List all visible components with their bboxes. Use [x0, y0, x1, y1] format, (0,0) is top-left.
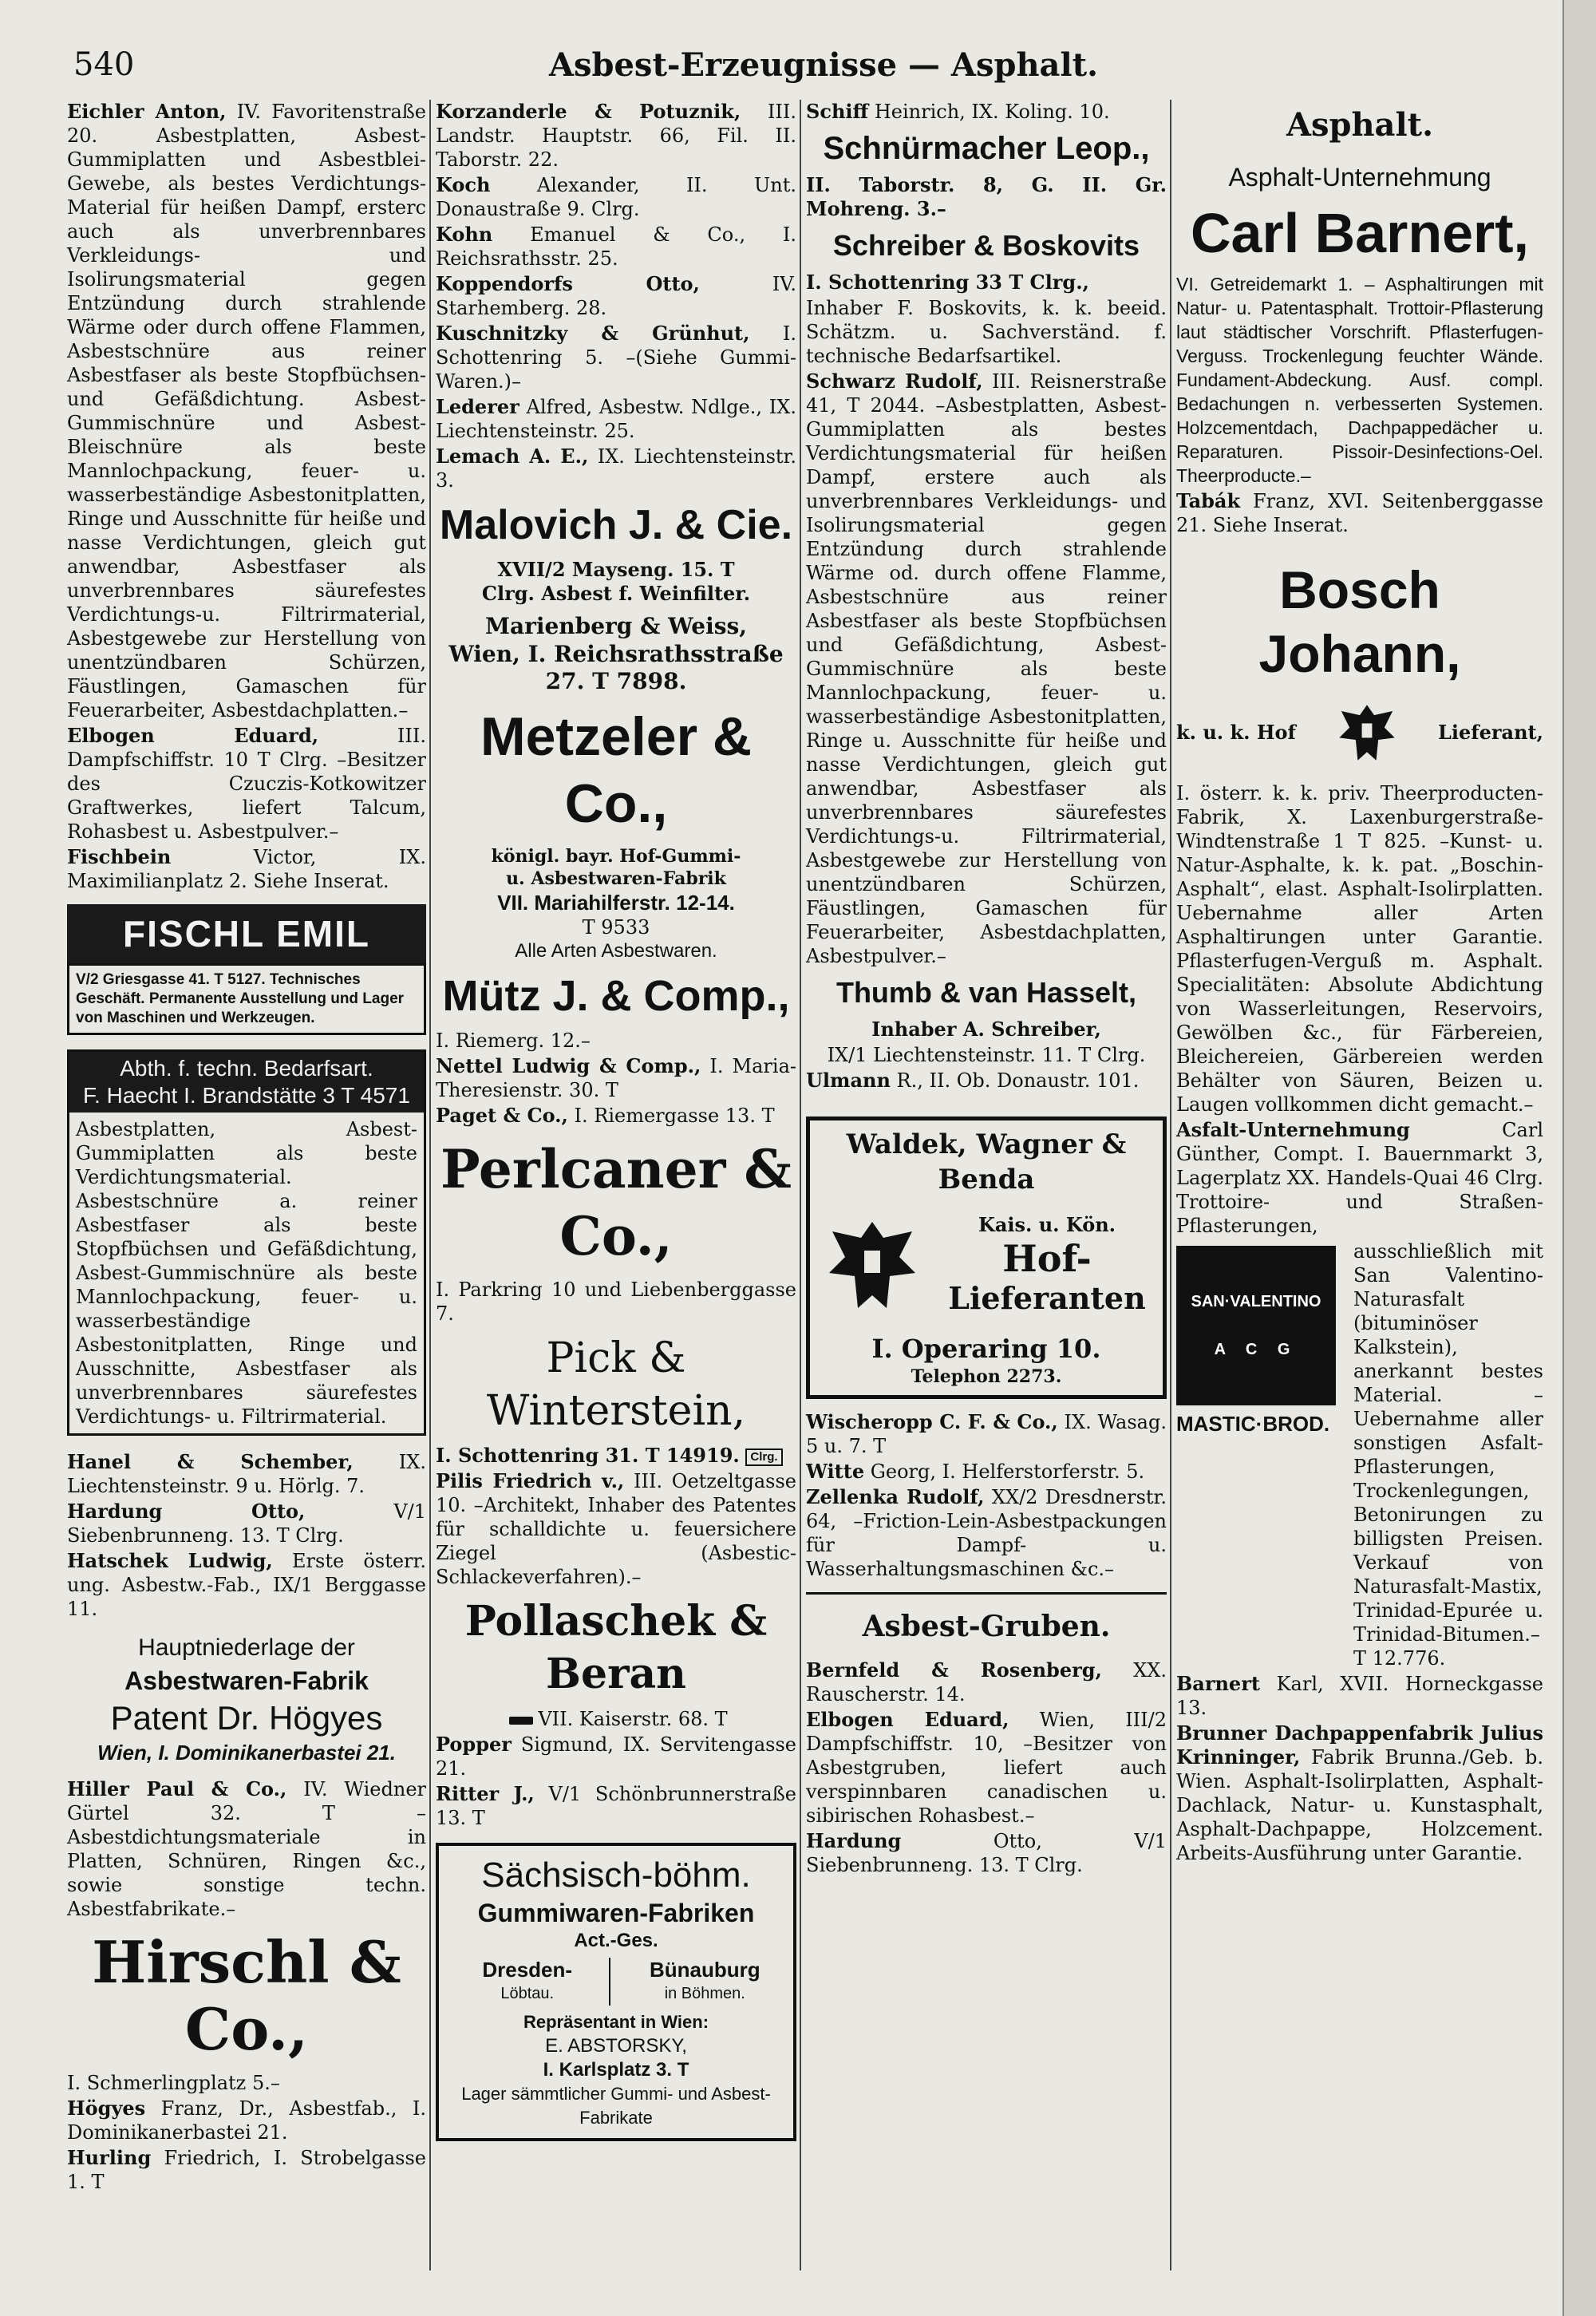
listing-name: Kohn: [436, 223, 493, 246]
listing-entry: [67, 2097, 426, 2144]
listing-text: Victor, IX. Maximilianplatz 2. Siehe Inserat.: [67, 846, 426, 892]
metzeler-name: Metzeler & Co.,: [480, 706, 753, 834]
listing-name: Schwarz Rudolf,: [806, 370, 983, 393]
listing-entry: [67, 100, 426, 722]
listing-name: Hanel & Schember,: [67, 1450, 354, 1473]
listing-name: Koch: [436, 173, 491, 196]
listing-entry: [806, 1829, 1167, 1877]
column-divider: [1170, 100, 1171, 2271]
listing-text: Alfred, Asbestw. Ndlge., IX. Liechtensteinstr. 25.: [436, 396, 796, 442]
pollaschek-name: Pollaschek & Beran: [464, 1597, 768, 1698]
hoegyes-line1: Hauptniederlage der: [138, 1634, 355, 1661]
listing-text: Erste österr. ung. Asbestw.-Fab., IX/1 Berggasse 11.: [67, 1550, 426, 1620]
listing-name: Lederer: [436, 395, 519, 418]
saechsisch-line7: Lager sämmtlicher Gummi- und Asbest-Fabrikate: [461, 2084, 771, 2128]
barnert-line1: Asphalt-Unternehmung: [1228, 163, 1491, 192]
waldek-line1: Kais. u. Kön.: [978, 1213, 1116, 1236]
listing-name: Elbogen Eduard,: [67, 724, 319, 747]
listing-entry: [1176, 489, 1543, 537]
listing-text: I. Maria-Theresienstr. 30. T: [436, 1055, 796, 1101]
listing-text: IV. Wiedner Gürtel 32. T –Asbestdichtungsmateriale in Platten, Schnüren, Ringen &c., sowie sonstige techn. Asbestfabrikate.–: [67, 1778, 426, 1920]
listing-entry: [67, 2146, 426, 2194]
listing-name: Tabák: [1176, 489, 1241, 512]
fischl-text: V/2 Griesgasse 41. T 5127. Technisches Geschäft. Permanente Ausstellung und Lager von Maschinen und Werkzeugen.: [67, 963, 426, 1035]
haecht-line1: Abth. f. techn. Bedarfsart.: [120, 1056, 373, 1081]
metzeler-line3: VII. Mariahilferstr. 12-14.: [497, 891, 735, 915]
sanvalentino-text: ausschließlich mit San Valentino-Naturasfalt (bituminöser Kalkstein), anerkannt bestes Material. – Uebernahme aller sonstigen Asfalt-Pflasterungen, Trockenlegungen, Betonirungen zu billigsten Preisen. Verkauf von Naturasfalt-Mastix, Trinidad-Epurée u. Trinidad-Bitumen.– T 12.776.: [1353, 1240, 1543, 1670]
listing-text: V/1 Siebenbrunneng. 13. T Clrg.: [67, 1500, 426, 1547]
muetz-line1: I. Riemerg. 12.–: [436, 1030, 591, 1052]
listing-name: Asfalt-Unternehmung: [1176, 1118, 1410, 1141]
section-rule: [806, 1592, 1167, 1595]
barnert-line2: VI. Getreidemarkt 1. – Asphaltirungen mit Natur- u. Patentasphalt. Trottoir-Pflasterung laut städtischer Vorschrift. Pflasterfugen-Verguss. Trockenlegung feuchter Wände. Fundament-Abdeckung. Ausf. compl. Bedachungen n. verbesserten Systemen. Holzcementdach, Dachpappedächer u. Reparaturen. Pissoir-Desinfections-Oel. Theerproducte.–: [1176, 274, 1543, 486]
listing-text: Georg, I. Helferstorferstr. 5.: [870, 1460, 1145, 1483]
listing-text: I. Schottenring 5. –(Siehe Gummi-Waren.)–: [436, 322, 796, 393]
saechsisch-left1: Dresden-: [482, 1958, 573, 1982]
schreiber-line1: I. Schottenring 33 T Clrg.,: [806, 271, 1089, 294]
listing-text: III. Reisnerstraße 41, T 2044. –Asbestplatten, Asbest-Gummiplatten als bestes Verdichtungsmaterial für heißen Dampf, erstere auch als unverbrennbares Verkleidungs- und Isolirungsmaterial gegen Entzündung durch strahlende Wärme od. durch offene Flamme, Asbestschnüre aus reiner Asbestfaser als beste Stopfbüchsen und Gefäßdichtung, Asbest-Gummischnüre als beste Mannlochpackung, feuer- u. wasserbeständige Asbestonitplatten, Ringe u. Ausschnitte für heiße und nasse Verdichtungen, gleich gut anwendbar, Asbestfaser als unverbrennbares säurefestes Verdichtungs-u. Filtrirmaterial, Asbestgewebe zur Herstellung von unentzündbaren Schürzen, Fäustlingen, Gamaschen für Feuerarbeiter, Asbestdachplatten, Asbestpulver.–: [806, 370, 1167, 967]
pick-line1: I. Schottenring 31. T 14919.: [436, 1444, 740, 1467]
listing-name: Brunner Dachpappenfabrik Julius Krinninger,: [1176, 1721, 1543, 1769]
listing-entry: [436, 100, 796, 172]
malovich-line1: XVII/2 Mayseng. 15. T: [497, 558, 735, 581]
listing-text: Karl, XVII. Horneckgasse 13.: [1176, 1673, 1543, 1719]
listing-text: R., II. Ob. Donaustr. 101.: [896, 1069, 1140, 1092]
hirschl-name: Hirschl & Co.,: [92, 1928, 401, 2063]
mastic-label: MASTIC·BROD.: [1176, 1412, 1330, 1436]
hoegyes-line2: Asbestwaren-Fabrik: [124, 1666, 369, 1695]
listing-text: Franz, Dr., Asbestfab., I. Dominikanerbastei 21.: [67, 2097, 426, 2144]
listing-text: IX. Liechtensteinstr. 9 u. Hörlg. 7.: [67, 1451, 426, 1497]
listing-name: Barnert: [1176, 1672, 1260, 1695]
listing-name: Schiff: [806, 100, 869, 123]
listing-name: Ulmann: [806, 1069, 891, 1092]
listing-entry: [436, 223, 796, 271]
saechsisch-ad: [436, 1843, 796, 2141]
badge-bottom-text: A C G: [1214, 1341, 1298, 1358]
listing-text: IX. Liechtensteinstr. 3.: [436, 445, 796, 492]
listing-text: IV. Favoritenstraße 20. Asbestplatten, Asbest-Gummiplatten und Asbestblei-Gewebe, als bestes Verdichtungs-Material für heißen Dampf, ersterc auch als unverbrennbares Verkleidungs- und Isolirungsmaterial gegen Entzündung durch strahlende Wärme oder durch offene Flammen, Asbestschnüre aus reiner Asbestfaser als beste Stopfbüchsen- und Gefäßdichtung. Asbest-Gummischnüre und Asbest-Bleischnüre als beste Mannlochpackung, feuer- u. wasserbeständige Asbestonitplatten, Ringe und Ausschnitte für heiße und nasse Verdichtungen, gleich gut anwendbar, Asbestfaser als unverbrennbares säurefestes Verdichtungs-u. Filtrirmaterial, Asbestgewebe zur Herstellung von unentzündbaren Schürzen, Fäustlingen, Gamaschen für Feuerarbeiter, Asbestdachplatten.–: [67, 101, 426, 721]
waldek-line3: Lieferanten: [948, 1280, 1146, 1316]
schnuermacher-line1: II. Taborstr. 8, G. II. Gr. Mohreng. 3.–: [806, 173, 1167, 220]
listing-text: III. Dampfschiffstr. 10 T Clrg. –Besitzer des Czuczis-Kotkowitzer Graftwerkes, liefert Talcum, Rohasbest u. Asbestpulver.–: [67, 725, 426, 843]
page-header: [73, 46, 1574, 86]
listing-entry: [67, 1777, 426, 1921]
listing-name: Elbogen Eduard,: [806, 1708, 1009, 1731]
listing-entry: [806, 1658, 1167, 1706]
imperial-eagle-icon: [1331, 697, 1403, 769]
schreiber-line2: Inhaber F. Boskovits, k. k. beeid. Schätzm. u. Sachverständ. f. technische Bedarfsartikel.: [806, 297, 1167, 367]
listing-entry: [436, 395, 796, 443]
waldek-line2: Hof-: [1002, 1237, 1092, 1280]
listing-text: Alexander, II. Unt. Donaustraße 9. Clrg.: [436, 174, 796, 220]
saechsisch-line6: I. Karlsplatz 3. T: [543, 2059, 689, 2081]
saechsisch-right2: in Böhmen.: [664, 1985, 745, 2002]
listing-name: Nettel Ludwig & Comp.,: [436, 1054, 701, 1077]
malovich-line2: Clrg. Asbest f. Weinfilter.: [481, 582, 751, 605]
listing-entry: [806, 100, 1167, 124]
column-2: [436, 100, 796, 2152]
haecht-ad: [67, 1049, 426, 1436]
perlcaner-line1: I. Parkring 10 und Liebenberggasse 7.: [436, 1279, 796, 1325]
listing-entry: [1176, 1672, 1543, 1720]
listing-entry: [436, 1733, 796, 1780]
listing-entry: [806, 370, 1167, 968]
perlcaner-name: Perlcaner & Co.,: [440, 1138, 792, 1267]
listing-name: Korzanderle & Potuznik,: [436, 100, 741, 123]
listing-text: I. Riemergasse 13. T: [574, 1105, 775, 1127]
page-title: Asbest-Erzeugnisse — Asphalt.: [548, 46, 1099, 84]
imperial-eagle-icon: [816, 1197, 928, 1333]
saechsisch-line5: E. ABSTORSKY,: [545, 2035, 687, 2057]
muetz-name: Mütz J. & Comp.,: [442, 972, 790, 1020]
listing-entry: [67, 1450, 426, 1498]
listing-text: III. Oetzeltgasse 10. –Architekt, Inhaber des Patentes für schalldichte u. feuersichere Ziegel (Asbestic-Schlackeverfahren).–: [436, 1470, 796, 1588]
badge-top-text: SAN·VALENTINO: [1191, 1293, 1321, 1310]
listing-name: Pilis Friedrich v.,: [436, 1469, 625, 1492]
column-3: [806, 100, 1167, 1879]
hoegyes-ad: [67, 1632, 426, 1766]
waldek-name: Waldek, Wagner & Benda: [846, 1128, 1127, 1196]
listing-entry: [436, 445, 796, 492]
listing-entry: [67, 1500, 426, 1547]
thumb-line1: Inhaber A. Schreiber,: [871, 1018, 1101, 1041]
thumb-name: Thumb & van Hasselt,: [836, 976, 1137, 1009]
listing-entry: [806, 1069, 1167, 1093]
column-1: [67, 100, 426, 2195]
waldek-line5: Telephon 2273.: [911, 1366, 1062, 1387]
saechsisch-left2: Löbtau.: [500, 1985, 555, 2002]
listing-entry: [436, 173, 796, 221]
waldek-ad: [806, 1117, 1167, 1399]
fischl-name: FISCHL EMIL: [123, 913, 370, 954]
bosch-line2: Lieferant,: [1438, 721, 1543, 744]
listing-name: Högyes: [67, 2097, 146, 2120]
listing-entry: [806, 1708, 1167, 1828]
listing-text: Fabrik Brunna./Geb. b. Wien. Asphalt-Isolirplatten, Asphalt-Dachlack, Natur- u. Kunstasphalt, Asphalt-Dachpappe, Holzcement. Arbeits-Ausführung unter Garantie.: [1176, 1746, 1543, 1864]
saechsisch-line1: Sächsisch-böhm.: [481, 1856, 751, 1895]
listing-name: Hiller Paul & Co.,: [67, 1777, 287, 1800]
listing-name: Hurling: [67, 2146, 152, 2169]
listing-text: Wien, III/2 Dampfschiffstr. 10, –Besitzer von Asbestgruben, liefert auch verspinnbaren canadischen u. sibirischen Rohasbest.–: [806, 1709, 1167, 1827]
listing-entry: [806, 1460, 1167, 1484]
saechsisch-line4: Repräsentant in Wien:: [523, 2012, 709, 2032]
bosch-text: I. österr. k. k. priv. Theerproducten-Fabrik, X. Laxenburgerstraße-Windtenstraße 1 T 825. –Kunst- u. Natur-Asphalte, k. k. pat. „Boschin-Asphalt“, elast. Asphalt-Isolirplatten. Uebernahme aller Arten Asphaltirungen unter Garantie. Pflasterfugen-Verguß m. Asphalt. Specialitäten: Absolute Abdichtung von Wasserleitungen, Reservoirs, Gewölben &c., für Färbereien, Bleichereien, Gärbereien werden Behälter von Säuren, Beizen u. Laugen vollkommen dicht gemacht.–: [1176, 782, 1543, 1116]
metzeler-line2: u. Asbestwaren-Fabrik: [506, 868, 726, 889]
listing-entry: [436, 322, 796, 393]
thumb-line2: IX/1 Liechtensteinstr. 11. T Clrg.: [827, 1044, 1146, 1066]
listing-entry: [67, 845, 426, 893]
metzeler-line1: königl. bayr. Hof-Gummi-: [491, 846, 741, 867]
listing-entry: [436, 272, 796, 320]
listing-text: Emanuel & Co., I. Reichsrathsstr. 25.: [436, 223, 796, 270]
listing-text: III. Landstr. Hauptstr. 66, Fil. II. Taborstr. 22.: [436, 101, 796, 171]
listing-text: XX. Rauscherstr. 14.: [806, 1659, 1167, 1705]
page-edge: [1562, 0, 1596, 2316]
listing-name: Bernfeld & Rosenberg,: [806, 1658, 1102, 1682]
listing-entry: [806, 1410, 1167, 1458]
haecht-text: Asbestplatten, Asbest-Gummiplatten als beste Verdichtungsmaterial. Asbestschnüre a. reiner Asbestfaser als beste Stopfbüchsen und Gefäßdichtung, Asbest-Gummischnüre als beste Mannlochpackung, feuer- u. wasserbeständige Asbestonitplatten, Ringe und Ausschnitte, Asbestfaser als unverbrennbares säurefestes Verdichtungs- u. Filtrirmaterial.: [76, 1118, 417, 1428]
saechsisch-line2: Gummiwaren-Fabriken: [477, 1899, 755, 1927]
listing-entry: [436, 1782, 796, 1830]
listing-text: Friedrich, I. Strobelgasse 1. T: [67, 2147, 426, 2193]
listing-name: Hatschek Ludwig,: [67, 1549, 273, 1572]
column-4: [1176, 100, 1543, 1867]
hoegyes-line3: Patent Dr. Högyes: [110, 1699, 383, 1737]
bosch-line1: k. u. k. Hof: [1176, 721, 1296, 744]
saechsisch-line3: Act.-Ges.: [574, 1930, 658, 1951]
column-divider: [800, 100, 801, 2271]
listing-entry: [806, 1485, 1167, 1581]
listing-entry: [1176, 1118, 1543, 1238]
pick-tag: Clrg.: [745, 1448, 782, 1466]
schnuermacher-name: Schnürmacher Leop.,: [823, 131, 1150, 166]
waldek-line4: I. Operaring 10.: [871, 1334, 1101, 1364]
listing-name: Popper: [436, 1733, 512, 1756]
listing-name: Witte: [806, 1460, 865, 1483]
listing-entry: [67, 724, 426, 844]
listing-text: Otto, V/1 Siebenbrunneng. 13. T Clrg.: [806, 1830, 1167, 1876]
fischl-ad: [67, 904, 426, 963]
metzeler-line5: Alle Arten Asbestwaren.: [515, 940, 717, 962]
listing-entry: [436, 1104, 796, 1128]
haecht-line2: F. Haecht I. Brandstätte 3 T 4571: [83, 1083, 410, 1108]
listing-entry: [436, 1054, 796, 1102]
marienberg-line1: Wien, I. Reichsrathsstraße 27. T 7898.: [448, 641, 784, 694]
listing-text: IV. Starhemberg. 28.: [436, 273, 796, 319]
schreiber-name: Schreiber & Boskovits: [832, 229, 1140, 262]
listing-name: Hardung Otto,: [67, 1500, 306, 1523]
page-number: 540: [73, 46, 135, 83]
listing-name: Ritter J.,: [436, 1782, 535, 1805]
pollaschek-line1: VII. Kaiserstr. 68. T: [538, 1708, 728, 1730]
listing-name: Hardung: [806, 1829, 902, 1852]
pointing-hand-icon: [509, 1717, 533, 1725]
listing-name: Wischeropp C. F. & Co.,: [806, 1410, 1058, 1433]
listing-text: XX/2 Dresdnerstr. 64, –Friction-Lein-Asbestpackungen für Dampf- u. Wasserhaltungsmaschinen &c.–: [806, 1486, 1167, 1580]
listing-name: Zellenka Rudolf,: [806, 1485, 985, 1508]
listing-entry: [1176, 1721, 1543, 1865]
listing-text: I. Schmerlingplatz 5.–: [67, 2072, 280, 2094]
saechsisch-right1: Bünauburg: [649, 1958, 760, 1982]
barnert-name: Carl Barnert,: [1190, 202, 1530, 264]
listing-entry: [67, 1549, 426, 1621]
listing-entry: [436, 1469, 796, 1589]
san-valentino-badge: [1176, 1246, 1336, 1405]
gruben-title: Asbest-Gruben.: [862, 1610, 1111, 1643]
listing-name: Lemach A. E.,: [436, 445, 589, 468]
listing-name: Kuschnitzky & Grünhut,: [436, 322, 750, 345]
column-divider: [429, 100, 431, 2271]
listing-name: Koppendorfs Otto,: [436, 272, 700, 295]
malovich-name: Malovich J. & Cie.: [439, 502, 793, 548]
listing-text: Heinrich, IX. Koling. 10.: [874, 101, 1110, 123]
bosch-name: Bosch Johann,: [1258, 560, 1461, 683]
listing-text: Sigmund, IX. Servitengasse 21.: [436, 1733, 796, 1780]
listing-entry: [67, 2071, 426, 2095]
metzeler-line4: T 9533: [582, 916, 650, 939]
marienberg-name: Marienberg & Weiss,: [484, 613, 748, 639]
listing-text: V/1 Schönbrunnerstraße 13. T: [436, 1783, 796, 1829]
listing-text: Carl Günther, Compt. I. Bauernmarkt 3, Lagerplatz XX. Handels-Quai 46 Clrg. Trottoire- und Straßen-Pflasterungen,: [1176, 1119, 1543, 1237]
listing-name: Paget & Co.,: [436, 1104, 568, 1127]
pick-name: Pick & Winterstein,: [486, 1334, 746, 1435]
listing-name: Eichler Anton,: [67, 100, 227, 123]
hoegyes-line4: Wien, I. Dominikanerbastei 21.: [97, 1741, 396, 1765]
listing-text: Franz, XVI. Seitenberggasse 21. Siehe Inserat.: [1176, 490, 1543, 536]
listing-name: Fischbein: [67, 845, 172, 868]
asphalt-title: Asphalt.: [1286, 106, 1434, 144]
listing-text: IX. Wasag. 5 u. 7. T: [806, 1411, 1167, 1457]
